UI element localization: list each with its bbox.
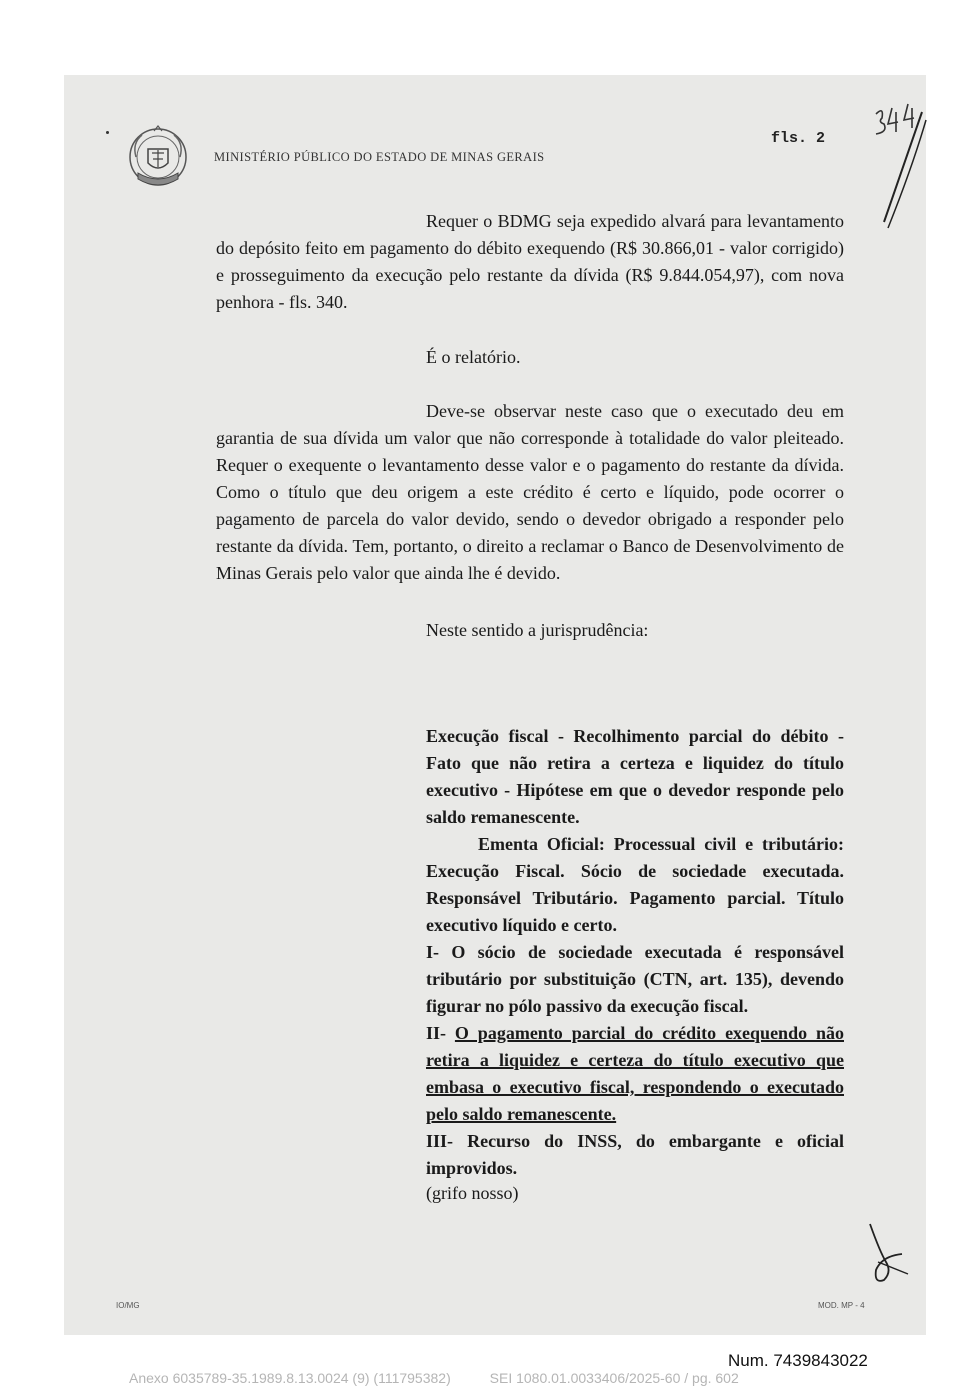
paragraph-report: É o relatório. — [426, 347, 521, 367]
scan-mark — [106, 131, 109, 134]
paragraph-jurisprudence-intro: Neste sentido a jurisprudência: — [426, 620, 649, 640]
annex-stamp — [129, 1370, 739, 1386]
annex-reference: Anexo 6035789-35.1989.8.13.0024 (9) (111795382) — [129, 1370, 451, 1386]
quote-item-3: III- Recurso do INSS, do embargante e oficial improvidos. — [426, 1131, 844, 1178]
footer-left-code: IO/MG — [116, 1301, 140, 1310]
handwritten-page-number-icon — [862, 98, 928, 238]
quote-ementa: Ementa Oficial: Processual civil e tributário: Execução Fiscal. Sócio de sociedade executada. Responsável Tributário. Pagamento parcial. Título executivo líquido e certo. — [426, 834, 844, 935]
paragraph-analysis: Deve-se observar neste caso que o executado deu em garantia de sua dívida um valor que não corresponde à totalidade do valor pleiteado. Requer o exequente o levantamento desse valor e o pagamento do restante da dívida. Como o título que deu origem a este crédito é certo e líquido, pode ocorrer o pagamento de parcela do valor devido, sendo o devedor obrigado a responder pelo restante da dívida. Tem, portanto, o direito a reclamar o Banco de Desenvolvimento de Minas Gerais pelo valor que ainda lhe é devido. — [216, 401, 844, 583]
quote-item-2-underlined: O pagamento parcial do crédito exequendo não retira a liquidez e certeza do título executivo que embasa o executivo fiscal, respondendo o executado pelo saldo remanescente. — [426, 1023, 844, 1124]
institution-title: MINISTÉRIO PÚBLICO DO ESTADO DE MINAS GERAIS — [214, 150, 545, 164]
quote-item-2-prefix: II- — [426, 1023, 455, 1043]
folio-number: fls. 2 — [771, 130, 826, 147]
coat-of-arms-seal-icon — [122, 123, 194, 195]
jurisprudence-quote — [426, 723, 844, 1182]
paragraph-request: Requer o BDMG seja expedido alvará para levantamento do depósito feito em pagamento do débito exequendo (R$ 30.866,01 - valor corrigido) e prosseguimento da execução pelo restante da dívida (R$ 9.844.054,97), com nova penhora - fls. 340. — [216, 211, 844, 312]
emphasis-note: (grifo nosso) — [426, 1183, 519, 1203]
sei-reference: SEI 1080.01.0033406/2025-60 / pg. 602 — [489, 1370, 739, 1386]
document-number: Num. 7439843022 — [728, 1351, 868, 1370]
quote-item-2 — [426, 1020, 844, 1128]
quote-item-1: I- O sócio de sociedade executada é responsável tributário por substituição (CTN, art. 135), devendo figurar no pólo passivo da execução fiscal. — [426, 942, 844, 1016]
quote-heading: Execução fiscal - Recolhimento parcial do débito - Fato que não retira a certeza e liquidez do título executivo - Hipótese em que o devedor responde pelo saldo remanescente. — [426, 726, 844, 827]
signature-initials-icon — [856, 1222, 916, 1290]
footer-right-code: MOD. MP - 4 — [818, 1301, 865, 1310]
